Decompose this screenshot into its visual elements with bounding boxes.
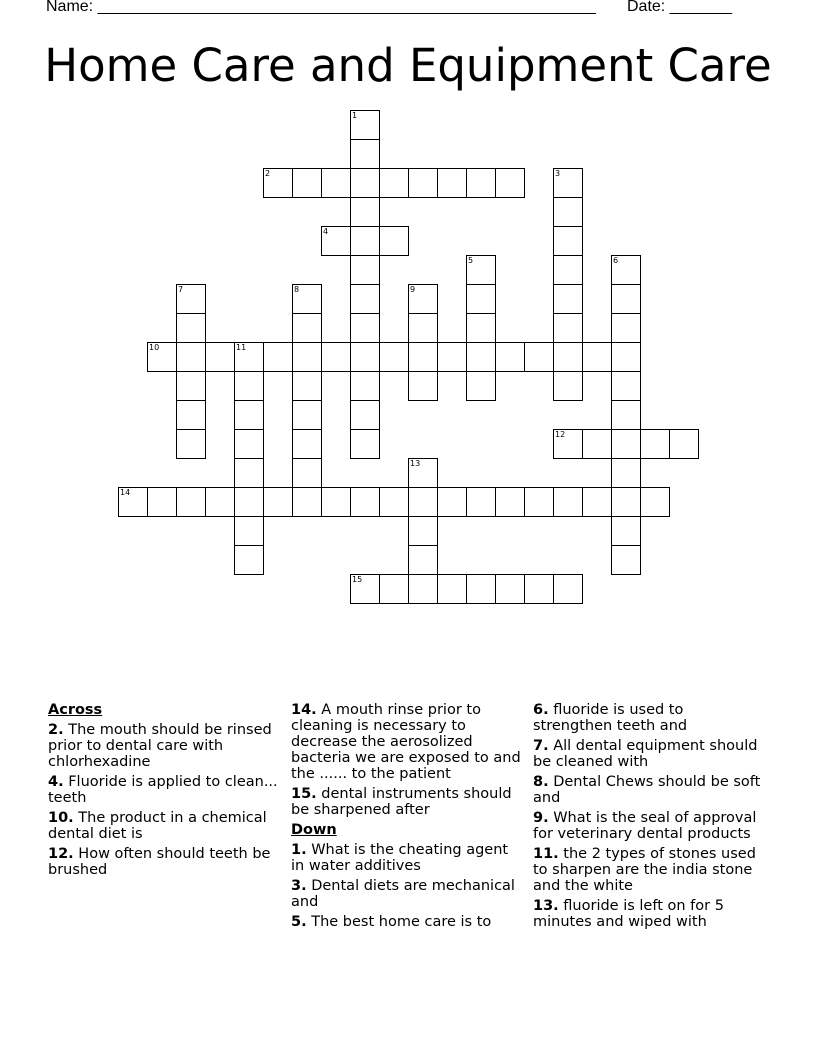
crossword-cell[interactable]: [321, 487, 351, 517]
crossword-cell[interactable]: [321, 226, 351, 256]
crossword-cell[interactable]: [350, 429, 380, 459]
crossword-cell[interactable]: [292, 342, 322, 372]
crossword-cell[interactable]: [292, 429, 322, 459]
crossword-cell[interactable]: [176, 284, 206, 314]
crossword-cell[interactable]: [640, 429, 670, 459]
crossword-cell[interactable]: [611, 516, 641, 546]
crossword-cell[interactable]: [524, 487, 554, 517]
crossword-cell[interactable]: [524, 574, 554, 604]
crossword-cell[interactable]: [321, 168, 351, 198]
crossword-cell[interactable]: [234, 458, 264, 488]
across-heading: Across: [48, 702, 103, 718]
crossword-cell[interactable]: [321, 342, 351, 372]
clue-down-8: 8. Dental Chews should be soft and: [533, 774, 761, 806]
crossword-cell[interactable]: [437, 168, 467, 198]
clue-down-9: 9. What is the seal of approval for veterinary dental products: [533, 810, 757, 842]
crossword-cell[interactable]: [466, 574, 496, 604]
crossword-cell[interactable]: [553, 342, 583, 372]
clue-across-12: 12. How often should teeth be brushed: [48, 846, 271, 878]
crossword-cell[interactable]: [234, 545, 264, 575]
clue-number: 10: [149, 343, 160, 352]
clue-number: 6: [613, 256, 619, 265]
crossword-cell[interactable]: [234, 487, 264, 517]
crossword-cell[interactable]: [553, 255, 583, 285]
crossword-cell[interactable]: [234, 429, 264, 459]
crossword-cell[interactable]: [495, 487, 525, 517]
clue-across-15: 15. dental instruments should be sharpened after: [291, 786, 512, 818]
clue-across-2: 2. The mouth should be rinsed prior to dental care with chlorhexadine: [48, 722, 272, 770]
crossword-cell[interactable]: [379, 487, 409, 517]
crossword-cell[interactable]: [408, 284, 438, 314]
crossword-cell[interactable]: [611, 313, 641, 343]
crossword-cell[interactable]: [408, 342, 438, 372]
crossword-cell[interactable]: [263, 487, 293, 517]
clue-down-11: 11. the 2 types of stones used to sharpen are the india stone and the white: [533, 846, 756, 894]
crossword-cell[interactable]: [176, 487, 206, 517]
clue-number: 5: [468, 256, 474, 265]
crossword-cell[interactable]: [553, 574, 583, 604]
crossword-cell[interactable]: [553, 313, 583, 343]
crossword-cell[interactable]: [466, 284, 496, 314]
crossword-cell[interactable]: [379, 342, 409, 372]
crossword-cell[interactable]: [466, 342, 496, 372]
crossword-cell[interactable]: [408, 574, 438, 604]
crossword-cell[interactable]: [611, 458, 641, 488]
crossword-cell[interactable]: [292, 284, 322, 314]
crossword-cell[interactable]: [234, 371, 264, 401]
crossword-cell[interactable]: [611, 284, 641, 314]
clue-number: 9: [410, 285, 416, 294]
crossword-cell[interactable]: [350, 255, 380, 285]
clue-number: 3: [555, 169, 561, 178]
crossword-cell[interactable]: [147, 487, 177, 517]
crossword-cell[interactable]: [147, 342, 177, 372]
clue-number: 12: [555, 430, 566, 439]
crossword-cell[interactable]: [437, 342, 467, 372]
crossword-cell[interactable]: [466, 487, 496, 517]
crossword-cell[interactable]: [553, 487, 583, 517]
crossword-cell[interactable]: [379, 574, 409, 604]
crossword-cell[interactable]: [234, 400, 264, 430]
clue-column-2: [291, 702, 523, 934]
crossword-cell[interactable]: [176, 429, 206, 459]
crossword-cell[interactable]: [408, 545, 438, 575]
crossword-cell[interactable]: [292, 400, 322, 430]
crossword-cell[interactable]: [234, 342, 264, 372]
crossword-cell[interactable]: [669, 429, 699, 459]
crossword-cell[interactable]: [350, 197, 380, 227]
crossword-cell[interactable]: [611, 255, 641, 285]
crossword-cell[interactable]: [350, 371, 380, 401]
crossword-cell[interactable]: [495, 574, 525, 604]
crossword-cell[interactable]: [408, 487, 438, 517]
crossword-cell[interactable]: [292, 371, 322, 401]
clue-column-3: [533, 702, 765, 934]
crossword-cell[interactable]: [495, 342, 525, 372]
crossword-cell[interactable]: [234, 516, 264, 546]
crossword-cell[interactable]: [466, 168, 496, 198]
crossword-cell[interactable]: [466, 255, 496, 285]
crossword-cell[interactable]: [350, 110, 380, 140]
crossword-cell[interactable]: [408, 313, 438, 343]
crossword-cell[interactable]: [582, 487, 612, 517]
crossword-cell[interactable]: [408, 458, 438, 488]
clue-number: 1: [352, 111, 358, 120]
clue-down-1: 1. What is the cheating agent in water additives: [291, 842, 509, 874]
crossword-cell[interactable]: [466, 371, 496, 401]
crossword-cell[interactable]: [176, 313, 206, 343]
name-field: Name: ________________________________________________________: [46, 0, 596, 15]
clue-number: 13: [410, 459, 421, 468]
crossword-cell[interactable]: [292, 168, 322, 198]
crossword-cell[interactable]: [640, 487, 670, 517]
clue-down-3: 3. Dental diets are mechanical and: [291, 878, 515, 910]
crossword-cell[interactable]: [553, 284, 583, 314]
crossword-cell[interactable]: [350, 284, 380, 314]
crossword-cell[interactable]: [553, 168, 583, 198]
crossword-cell[interactable]: [205, 487, 235, 517]
crossword-cell[interactable]: [350, 487, 380, 517]
crossword-cell[interactable]: [611, 371, 641, 401]
clue-number: 7: [178, 285, 184, 294]
crossword-cell[interactable]: [176, 400, 206, 430]
clue-number: 4: [323, 227, 329, 236]
date-field: Date: _______: [627, 0, 732, 15]
crossword-cell[interactable]: [408, 516, 438, 546]
clue-number: 11: [236, 343, 247, 352]
clue-number: 14: [120, 488, 131, 497]
crossword-cell[interactable]: [553, 429, 583, 459]
clue-column-1: [48, 702, 280, 882]
clue-across-10: 10. The product in a chemical dental diet is: [48, 810, 267, 842]
crossword-cell[interactable]: [350, 313, 380, 343]
down-heading: Down: [291, 822, 337, 838]
crossword-cell[interactable]: [350, 342, 380, 372]
crossword-cell[interactable]: [582, 429, 612, 459]
crossword-cell[interactable]: [553, 226, 583, 256]
crossword-cell[interactable]: [205, 342, 235, 372]
crossword-cell[interactable]: [379, 226, 409, 256]
crossword-cell[interactable]: [292, 313, 322, 343]
crossword-cell[interactable]: [582, 342, 612, 372]
crossword-cell[interactable]: [408, 371, 438, 401]
clue-down-7: 7. All dental equipment should be cleaned with: [533, 738, 758, 770]
crossword-cell[interactable]: [437, 487, 467, 517]
clue-across-14: 14. A mouth rinse prior to cleaning is necessary to decrease the aerosolized bacteria we are exposed to and the ...... to the patient: [291, 702, 521, 782]
clue-down-6: 6. fluoride is used to strengthen teeth and: [533, 702, 688, 734]
crossword-cell[interactable]: [379, 168, 409, 198]
crossword-cell[interactable]: [611, 429, 641, 459]
crossword-cell[interactable]: [611, 545, 641, 575]
crossword-cell[interactable]: [524, 342, 554, 372]
crossword-cell[interactable]: [263, 342, 293, 372]
crossword-cell[interactable]: [263, 168, 293, 198]
crossword-cell[interactable]: [408, 168, 438, 198]
crossword-cell[interactable]: [118, 487, 148, 517]
clue-number: 8: [294, 285, 300, 294]
crossword-cell[interactable]: [611, 342, 641, 372]
crossword-cell[interactable]: [437, 574, 467, 604]
crossword-cell[interactable]: [176, 342, 206, 372]
clue-across-4: 4. Fluoride is applied to clean... teeth: [48, 774, 278, 806]
crossword-cell[interactable]: [350, 226, 380, 256]
crossword-cell[interactable]: [292, 458, 322, 488]
crossword-cell[interactable]: [350, 400, 380, 430]
clue-number: 15: [352, 575, 363, 584]
clue-down-13: 13. fluoride is left on for 5 minutes and wiped with: [533, 898, 724, 930]
crossword-cell[interactable]: [495, 168, 525, 198]
crossword-cell[interactable]: [553, 371, 583, 401]
crossword-cell[interactable]: [350, 168, 380, 198]
crossword-cell[interactable]: [292, 487, 322, 517]
crossword-cell[interactable]: [611, 487, 641, 517]
crossword-cell[interactable]: [466, 313, 496, 343]
clue-number: 2: [265, 169, 271, 178]
crossword-cell[interactable]: [350, 139, 380, 169]
page-title: Home Care and Equipment Care: [44, 39, 772, 92]
crossword-cell[interactable]: [350, 574, 380, 604]
crossword-cell[interactable]: [176, 371, 206, 401]
clue-down-5: 5. The best home care is to: [291, 914, 492, 930]
crossword-cell[interactable]: [611, 400, 641, 430]
crossword-cell[interactable]: [553, 197, 583, 227]
